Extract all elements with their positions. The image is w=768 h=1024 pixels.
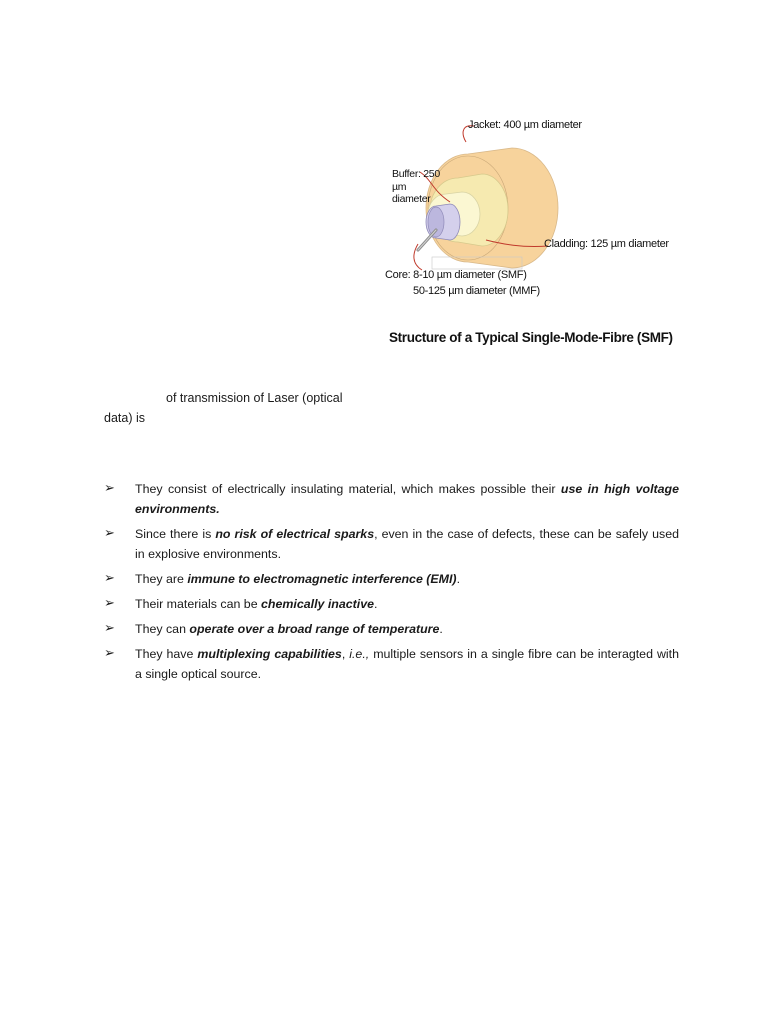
list-item-text: Since there is <box>135 527 216 541</box>
list-item-text: , even in the case of defects, these can be safely used in explosive environments. <box>135 527 679 561</box>
list-item-text: operate over a broad range of temperature <box>189 622 440 636</box>
arrow-bullet-icon: ➢ <box>104 621 115 636</box>
list-item <box>104 569 679 589</box>
arrow-bullet-icon: ➢ <box>104 571 115 586</box>
list-item-text: multiplexing capabilities <box>197 647 342 661</box>
arrow-bullet-icon: ➢ <box>104 646 115 661</box>
list-item-text: multiple sensors in a single fibre can be interagted with a single optical source. <box>135 647 679 681</box>
list-item-text: . <box>439 622 443 636</box>
text-fragment-line1: of transmission of Laser (optical <box>166 391 343 405</box>
arrow-bullet-icon: ➢ <box>104 526 115 541</box>
list-item-text: chemically inactive <box>261 597 374 611</box>
list-item <box>104 524 679 564</box>
list-item <box>104 644 679 684</box>
jacket-label: Jacket: 400 µm diameter <box>468 119 582 131</box>
list-item <box>104 594 679 614</box>
core-end <box>428 207 444 237</box>
text-fragment-line2: data) is <box>104 411 145 425</box>
list-item-text: They consist of electrically insulating material, which makes possible their <box>135 482 561 496</box>
list-item-text: Their materials can be <box>135 597 262 611</box>
figure-caption: Structure of a Typical Single-Mode-Fibre (SMF) <box>389 330 673 345</box>
cladding-label: Cladding: 125 µm diameter <box>544 238 669 250</box>
arrow-bullet-icon: ➢ <box>104 596 115 611</box>
fibre-structure-figure <box>382 108 702 308</box>
advantages-list <box>104 479 679 689</box>
core-label: Core: 8-10 µm diameter (SMF) <box>385 269 527 281</box>
list-item-text: no risk of electrical sparks <box>215 527 375 541</box>
list-item-text: They have <box>135 647 198 661</box>
list-item-text: They can <box>135 622 190 636</box>
list-item-text: They are <box>135 572 188 586</box>
buffer-label: Buffer: 250 µm diameter <box>392 168 440 205</box>
list-item-text: use in high voltage environments. <box>135 482 680 516</box>
list-item-text: i.e., <box>349 647 370 661</box>
list-item-text: . <box>456 572 461 586</box>
arrow-bullet-icon: ➢ <box>104 481 115 496</box>
list-item <box>104 619 679 639</box>
list-item <box>104 479 679 519</box>
list-item-text: immune to electromagnetic interference (EMI) <box>187 572 457 586</box>
list-item-text: , <box>341 647 350 661</box>
core-label-mmf: 50-125 µm diameter (MMF) <box>413 285 540 297</box>
list-item-text: . <box>374 597 378 611</box>
